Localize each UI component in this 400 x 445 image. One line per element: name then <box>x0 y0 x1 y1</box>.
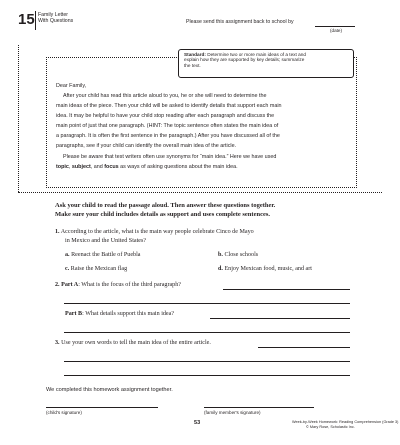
credit-line-2: © Mary Rose, Scholastic Inc. <box>306 425 355 429</box>
letter-line-8 <box>56 164 238 170</box>
q3-text: Use your own words to tell the main idea of the entire article. <box>61 340 211 346</box>
choice-text: Close schools <box>224 252 259 258</box>
q1-choice-c[interactable] <box>65 266 127 272</box>
q1-text-2: in Mexico and the United States? <box>65 238 147 244</box>
standard-label: Standard: <box>184 52 206 57</box>
standard-text-2: explain how they are supported by key details; summarize <box>184 57 305 63</box>
lesson-title <box>38 12 73 24</box>
letter-greeting: Dear Family, <box>56 83 87 89</box>
choice-text: Enjoy Mexican food, music, and art <box>224 266 312 272</box>
part-b-text: : What details support this main idea? <box>82 311 175 317</box>
question-1 <box>55 229 254 236</box>
standard-text-3: the text. <box>184 62 201 68</box>
question-3 <box>55 340 211 347</box>
answer-line[interactable] <box>64 332 350 333</box>
worksheet-intro-1: Ask your child to read the passage aloud. Then answer these questions together. <box>55 202 276 209</box>
answer-line[interactable] <box>258 347 350 348</box>
family-signature-label: (family member's signature) <box>204 410 261 415</box>
part-a-text: : What is the focus of the third paragraph? <box>78 282 181 288</box>
q1-choice-d[interactable] <box>218 266 312 272</box>
question-2-part-a <box>55 282 181 289</box>
letter-line-8-rest: as ways of asking questions about the main idea. <box>118 164 238 170</box>
q1-number: 1. <box>55 229 60 235</box>
choice-letter: b. <box>218 252 223 258</box>
page-number: 53 <box>194 420 201 426</box>
answer-line[interactable] <box>64 375 350 376</box>
child-signature-line[interactable] <box>46 407 158 408</box>
question-2-part-b <box>65 311 174 318</box>
q1-text-1: According to the article, what is the main way people celebrate Cinco de Mayo <box>60 229 254 235</box>
lesson-title-line1: Family Letter <box>38 12 68 18</box>
letter-line-1: After your child has read this article aloud to you, he or she will need to determine the <box>63 93 267 99</box>
choice-letter: a. <box>65 252 70 258</box>
header-divider <box>35 11 36 30</box>
keyword-subject: subject <box>71 164 91 170</box>
worksheet-intro-2: Make sure your child includes details as support and uses complete sentences. <box>55 211 270 218</box>
q1-choice-a[interactable] <box>65 252 141 258</box>
letter-line-4: main point of just that one paragraph. (HINT: The topic sentence often states the main idea of <box>56 123 279 129</box>
letter-line-2: main ideas of the piece. Then your child will be asked to identify details that support each main <box>56 103 282 109</box>
child-signature-label: (child's signature) <box>46 410 82 415</box>
part-a-label: Part A <box>61 282 79 288</box>
sep-1: , <box>68 164 72 170</box>
credit-line-1: Week-by-Week Homework: Reading Comprehension (Grade 3) <box>292 420 399 424</box>
dotted-separator <box>18 192 382 193</box>
sep-2: , and <box>90 164 105 170</box>
q3-number: 3. <box>55 340 60 346</box>
answer-line[interactable] <box>64 303 350 304</box>
date-blank[interactable] <box>315 26 355 27</box>
answer-line[interactable] <box>210 318 350 319</box>
q2-number: 2. <box>55 282 60 288</box>
q1-choice-b[interactable] <box>218 252 258 258</box>
part-b-label: Part B <box>65 311 83 317</box>
choice-letter: c. <box>65 266 70 272</box>
letter-line-6: paragraphs, see if your child can identify the overall main idea of the article. <box>56 143 237 149</box>
family-signature-line[interactable] <box>204 407 314 408</box>
dotted-frame-left <box>18 45 19 192</box>
letter-line-3: idea. It may be helpful to have your child stop reading after each paragraph and discuss the <box>56 113 275 119</box>
standard-box <box>178 49 354 78</box>
letter-line-5: a paragraph. It is often the first sentence in the paragraph.) After you have discussed all of the <box>56 133 280 139</box>
choice-text: Raise the Mexican flag <box>70 266 128 272</box>
lesson-title-line2: With Questions <box>38 18 74 25</box>
answer-line[interactable] <box>223 289 350 290</box>
standard-text-1: Determine two or more main ideas of a text and <box>207 52 306 57</box>
choice-letter: d. <box>218 266 223 272</box>
date-label: (date) <box>330 28 343 33</box>
return-instruction: Please send this assignment back to school by <box>186 19 294 25</box>
answer-line[interactable] <box>64 361 350 362</box>
keyword-focus: focus <box>104 164 119 170</box>
choice-text: Reenact the Battle of Puebla <box>71 252 141 258</box>
letter-line-7: Please be aware that test writers often use synonyms for “main idea.” Here we have used <box>63 154 277 160</box>
completion-statement: We completed this homework assignment together. <box>46 387 173 393</box>
lesson-number: 15 <box>18 11 35 28</box>
keyword-topic: topic <box>56 164 69 170</box>
